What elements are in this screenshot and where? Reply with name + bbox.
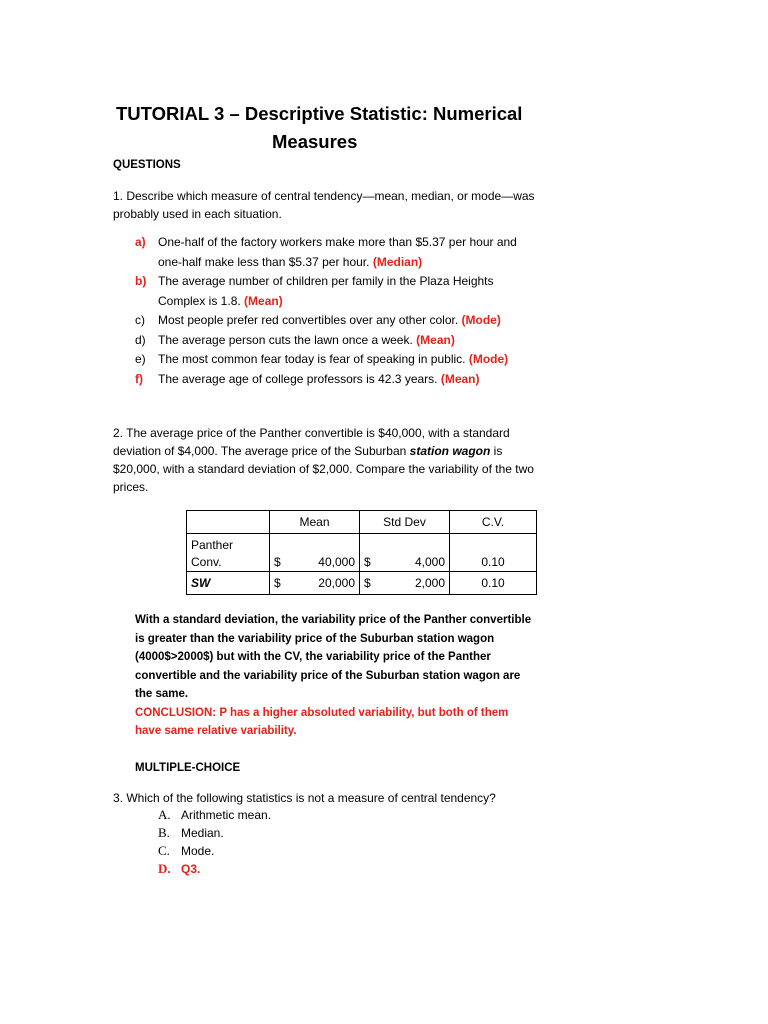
choice-c <box>158 842 271 860</box>
mean-value: 20,000 <box>318 576 355 590</box>
currency-symbol: $ <box>274 555 281 569</box>
option-label: f) <box>135 371 143 386</box>
option-label: a) <box>135 235 146 249</box>
choice-label: C. <box>158 843 170 858</box>
currency-symbol: $ <box>274 576 281 590</box>
option-label: e) <box>135 352 146 366</box>
option-answer: (Mean) <box>440 371 480 386</box>
option-label: c) <box>135 313 145 327</box>
question-3-choices <box>158 806 271 878</box>
cv-value: 0.10 <box>450 534 537 572</box>
choice-text: Median. <box>181 826 224 840</box>
option-label: b) <box>135 274 147 288</box>
option-text: The average number of children per family in the Plaza Heights Complex is 1.8. <box>158 274 494 308</box>
choice-label: B. <box>158 825 170 840</box>
statistics-table <box>186 510 537 595</box>
std-dev-value: 4,000 <box>414 555 445 569</box>
row-name: SW <box>187 572 270 595</box>
question-2-text-b: is $20,000, with a standard deviation of $2,000. Compare the variability of the two prices. <box>113 444 534 494</box>
option-answer: (Mean) <box>416 332 455 347</box>
option-answer: (Mode) <box>468 352 509 366</box>
question-1-text: 1. Describe which measure of central tendency—mean, median, or mode—was probably used in each situation. <box>113 189 535 221</box>
question-2-text <box>113 424 543 496</box>
page-title <box>116 100 536 156</box>
question-1-options <box>135 233 535 389</box>
table-row <box>187 572 537 595</box>
option-d <box>135 331 535 351</box>
question-2-text-a: 2. The average price of the Panther convertible is $40,000, with a standard deviation of $4,000. The average price of the Suburban <box>113 426 510 458</box>
currency-symbol: $ <box>364 576 371 590</box>
header-cell: Std Dev <box>360 511 450 534</box>
question-2-italic: station wagon <box>409 444 491 458</box>
table-row <box>187 534 537 572</box>
option-a <box>135 233 535 272</box>
header-cell: C.V. <box>450 511 537 534</box>
mean-value: 40,000 <box>318 555 355 569</box>
conclusion-text: CONCLUSION: P has a higher absoluted variability, but both of them have same relative variability. <box>135 706 509 737</box>
choice-a <box>158 806 271 824</box>
choice-text: Q3. <box>181 862 201 876</box>
choice-label: D. <box>158 861 171 876</box>
std-dev-value: 2,000 <box>414 576 445 590</box>
currency-symbol: $ <box>364 555 371 569</box>
option-b <box>135 272 535 311</box>
choice-label: A. <box>158 807 171 822</box>
option-answer: (Mean) <box>244 293 283 308</box>
choice-text: Mode. <box>181 844 215 858</box>
choice-text: Arithmetic mean. <box>181 808 272 822</box>
table-header-row <box>187 511 537 534</box>
choice-d-correct <box>158 860 271 878</box>
option-text: Most people prefer red convertibles over any other color. <box>158 313 459 327</box>
header-cell <box>187 511 270 534</box>
option-text: The average age of college professors is 42.3 years. <box>158 371 438 386</box>
question-3-text: 3. Which of the following statistics is not a measure of central tendency? <box>113 791 496 805</box>
analysis-text: With a standard deviation, the variability price of the Panther convertible is greater than the variability price of the Suburban station wagon (4000$>2000$) but with the CV, the variability price of the Panther convertible and the variability price of the Suburban station wagon are the same. <box>135 614 532 700</box>
title-line-2: Measures <box>272 131 358 152</box>
option-text: The average person cuts the lawn once a week. <box>158 332 413 347</box>
option-e <box>135 350 535 370</box>
cv-value: 0.10 <box>450 572 537 595</box>
option-text: One-half of the factory workers make more than $5.37 per hour and one-half make less than $5.37 per hour. <box>158 235 517 269</box>
answer-analysis <box>135 611 535 741</box>
option-answer: (Mode) <box>461 313 501 327</box>
option-f <box>135 370 535 390</box>
title-line-1: TUTORIAL 3 – Descriptive Statistic: Numerical <box>116 103 523 124</box>
questions-heading: QUESTIONS <box>113 159 181 171</box>
option-answer: (Median) <box>372 254 423 269</box>
row-name: Panther Conv. <box>187 534 270 572</box>
option-c <box>135 311 535 331</box>
choice-b <box>158 824 271 842</box>
header-cell: Mean <box>270 511 360 534</box>
multiple-choice-heading: MULTIPLE-CHOICE <box>135 762 241 774</box>
option-label: d) <box>135 332 146 347</box>
option-text: The most common fear today is fear of speaking in public. <box>158 352 466 366</box>
